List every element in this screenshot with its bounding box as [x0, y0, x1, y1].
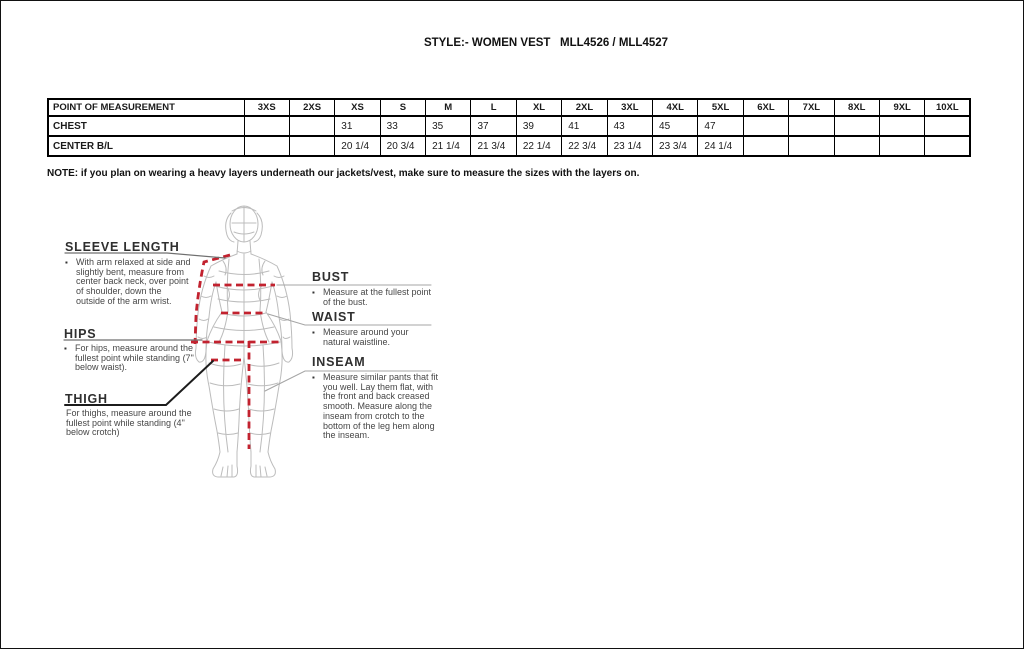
size-cell: 23 1/4	[607, 136, 652, 156]
size-cell	[879, 136, 924, 156]
size-cell	[289, 136, 334, 156]
mannequin-wireframe	[195, 206, 292, 477]
thigh-description: For thighs, measure around the fullest point while standing (4" below crotch)	[66, 408, 192, 438]
header-size: 10XL	[925, 99, 970, 116]
header-size: 2XS	[289, 99, 334, 116]
header-size: 3XS	[244, 99, 289, 116]
size-table	[47, 98, 971, 157]
header-size: L	[471, 99, 516, 116]
header-size: 4XL	[653, 99, 698, 116]
size-cell: 21 3/4	[471, 136, 516, 156]
table-header-row	[48, 99, 970, 116]
size-cell	[743, 116, 788, 136]
sleeve-length-line	[195, 255, 230, 344]
header-size: 6XL	[743, 99, 788, 116]
header-size: 9XL	[879, 99, 924, 116]
size-cell	[879, 116, 924, 136]
size-cell: 41	[562, 116, 607, 136]
waist-description: ▪ Measure around your natural waistline.	[323, 328, 435, 347]
hips-heading: HIPS	[64, 327, 97, 341]
size-cell	[289, 116, 334, 136]
size-cell: 35	[426, 116, 471, 136]
size-cell	[834, 136, 879, 156]
header-size: 7XL	[789, 99, 834, 116]
bust-heading: BUST	[312, 270, 350, 284]
header-size: 2XL	[562, 99, 607, 116]
size-cell: 37	[471, 116, 516, 136]
header-point-of-measurement: POINT OF MEASUREMENT	[48, 99, 244, 116]
header-size: S	[380, 99, 425, 116]
sleeve-length-heading: SLEEVE LENGTH	[65, 240, 180, 254]
waist-heading: WAIST	[312, 310, 356, 324]
header-size: 3XL	[607, 99, 652, 116]
inseam-heading: INSEAM	[312, 355, 366, 369]
size-cell: 21 1/4	[426, 136, 471, 156]
measurement-lines	[191, 255, 279, 449]
size-cell: 24 1/4	[698, 136, 743, 156]
table-row-chest	[48, 116, 970, 136]
size-cell: 20 3/4	[380, 136, 425, 156]
size-cell: 39	[516, 116, 561, 136]
row-label: CENTER B/L	[48, 136, 244, 156]
size-cell	[244, 116, 289, 136]
header-size: 8XL	[834, 99, 879, 116]
note-text: NOTE: if you plan on wearing a heavy layers underneath our jackets/vest, make sure to measure the sizes with the layers on.	[47, 168, 640, 179]
size-cell: 23 3/4	[653, 136, 698, 156]
size-cell: 20 1/4	[335, 136, 380, 156]
size-cell: 45	[653, 116, 698, 136]
size-cell: 47	[698, 116, 743, 136]
size-cell	[743, 136, 788, 156]
size-cell: 22 1/4	[516, 136, 561, 156]
sleeve-length-description: ▪ With arm relaxed at side and slightly bent, measure from center back neck, over point of shoulder, down the outside of the arm wrist.	[76, 258, 192, 307]
header-size: XS	[335, 99, 380, 116]
size-cell	[244, 136, 289, 156]
size-cell: 33	[380, 116, 425, 136]
size-cell	[834, 116, 879, 136]
hips-description: ▪ For hips, measure around the fullest point while standing (7" below waist).	[75, 344, 197, 373]
size-cell: 31	[335, 116, 380, 136]
header-size: 5XL	[698, 99, 743, 116]
size-cell: 22 3/4	[562, 136, 607, 156]
size-cell	[925, 116, 970, 136]
inseam-description: ▪ Measure similar pants that fit you well. Lay them flat, with the front and back creased smooth. Measure along the inseam from crotch to the bottom of the leg hem along the inseam.	[323, 373, 447, 441]
size-cell	[789, 116, 834, 136]
row-label: CHEST	[48, 116, 244, 136]
size-cell	[789, 136, 834, 156]
table-row-center-bl	[48, 136, 970, 156]
size-cell: 43	[607, 116, 652, 136]
header-size: M	[426, 99, 471, 116]
page-title: STYLE:- WOMEN VEST MLL4526 / MLL4527	[423, 37, 669, 49]
thigh-heading: THIGH	[65, 392, 108, 406]
bust-description: ▪ Measure at the fullest point of the bust.	[323, 288, 435, 307]
size-cell	[925, 136, 970, 156]
header-size: XL	[516, 99, 561, 116]
